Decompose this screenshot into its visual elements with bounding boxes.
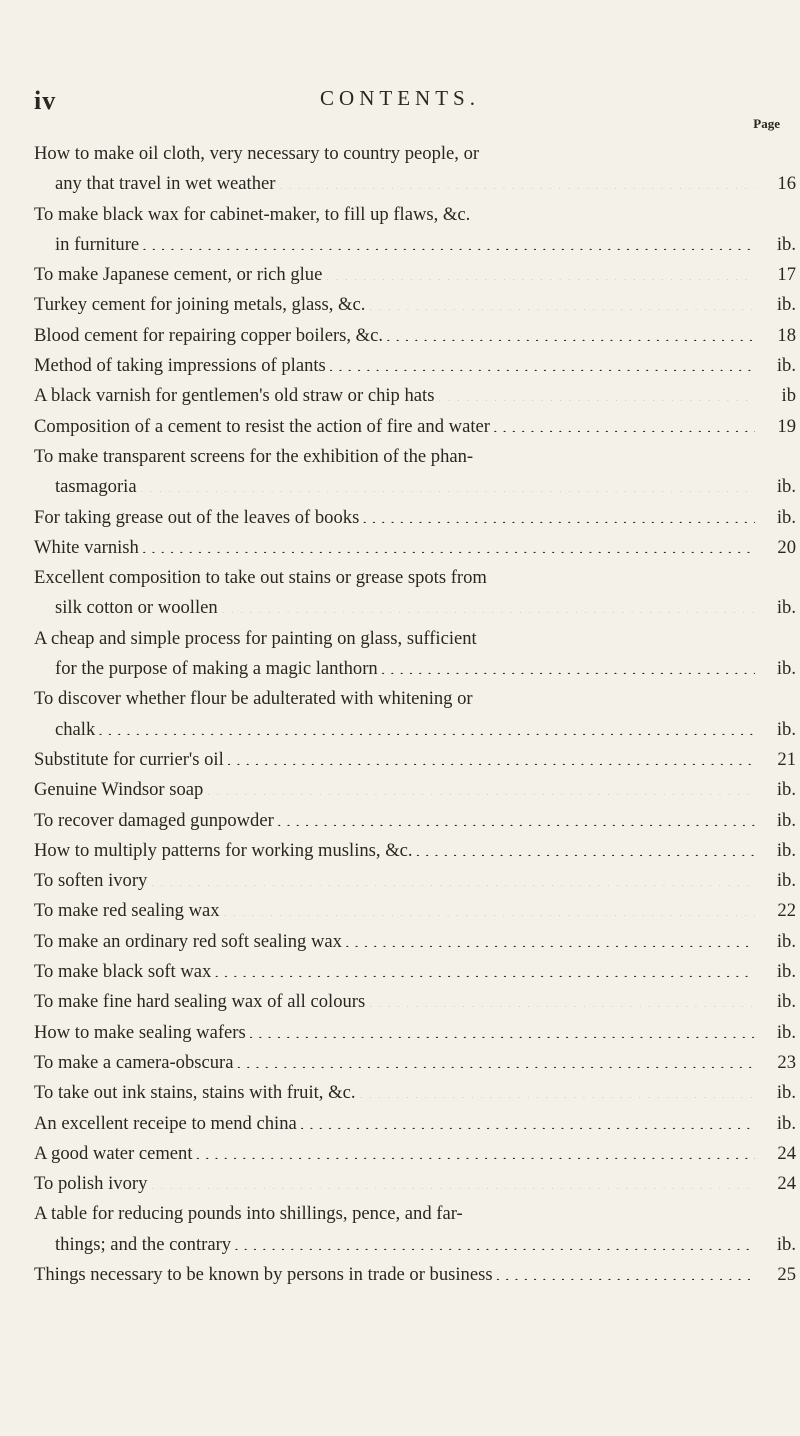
entry-page-number: 21 (777, 748, 796, 770)
entry-line (34, 260, 796, 290)
entry-line (34, 927, 796, 957)
dot-leader (358, 1080, 755, 1099)
entry-title: in furniture (55, 233, 140, 255)
entry-page-number: 25 (777, 1263, 796, 1285)
entry-line (34, 290, 796, 320)
contents-entry (34, 624, 796, 685)
dot-leader (150, 1171, 755, 1190)
dot-leader (368, 989, 755, 1008)
entry-title: A good water cement (34, 1142, 193, 1164)
entry-page-number: 19 (777, 415, 796, 437)
contents-entry (34, 775, 796, 805)
entry-page-number: 17 (777, 264, 796, 286)
entry-title: Genuine Windsor soap (34, 779, 204, 801)
entry-page-number: ib. (776, 658, 796, 680)
entry-line (34, 836, 796, 866)
dot-leader (493, 413, 755, 432)
contents-entry (34, 745, 796, 775)
entry-title: To make black soft wax (34, 961, 212, 983)
dot-leader (362, 504, 755, 523)
contents-entry (34, 200, 796, 261)
entry-title: Substitute for currier's oil (34, 748, 224, 770)
dot-leader (329, 352, 755, 371)
contents-entry (34, 533, 796, 563)
entry-line (34, 563, 796, 593)
entry-title: To polish ivory (34, 1173, 148, 1195)
contents-entry (34, 806, 796, 836)
dot-leader (150, 868, 755, 887)
entry-title: To soften ivory (34, 870, 148, 892)
entry-page-number: ib. (776, 809, 796, 831)
entry-line (34, 442, 796, 472)
entry-title: To recover damaged gunpowder (34, 809, 274, 831)
entry-line (34, 1199, 796, 1229)
entry-line (34, 412, 796, 442)
entry-page-number: 22 (777, 900, 796, 922)
entry-line (34, 896, 796, 926)
entry-title: chalk (55, 718, 96, 740)
entry-line (34, 715, 796, 745)
entry-title: For taking grease out of the leaves of books (34, 506, 360, 528)
dot-leader (345, 928, 755, 947)
entry-title: To take out ink stains, stains with fruit, &c. (34, 1082, 356, 1104)
entry-page-number: ib. (776, 839, 796, 861)
dot-leader (437, 383, 755, 402)
entry-page-number: ib. (776, 294, 796, 316)
dot-leader (325, 262, 755, 281)
entry-page-number: 23 (777, 1051, 796, 1073)
dot-leader (300, 1110, 755, 1129)
dot-leader (278, 171, 755, 190)
contents-entry (34, 927, 796, 957)
entry-page-number: ib. (776, 233, 796, 255)
entry-title: A cheap and simple process for painting on glass, sufficient (34, 627, 477, 649)
entry-page-number: ib. (776, 718, 796, 740)
dot-leader (196, 1140, 755, 1159)
entry-line (34, 1078, 796, 1108)
contents-entry (34, 1260, 796, 1290)
contents-entry (34, 1169, 796, 1199)
contents-entry (34, 381, 796, 411)
entry-title: To make Japanese cement, or rich glue (34, 264, 323, 286)
contents-entry (34, 866, 796, 896)
contents-entry (34, 321, 796, 351)
page-folio: iv (34, 86, 57, 115)
entry-title: for the purpose of making a magic lanthorn (55, 658, 378, 680)
entry-line (34, 472, 796, 502)
contents-entry (34, 1199, 796, 1260)
entry-title: Method of taking impressions of plants (34, 355, 326, 377)
dot-leader (223, 898, 755, 917)
entry-line (34, 1230, 796, 1260)
contents-entry (34, 442, 796, 503)
dot-leader (221, 595, 755, 614)
entry-line (34, 745, 796, 775)
entry-line (34, 866, 796, 896)
entry-title: An excellent receipe to mend china (34, 1112, 297, 1134)
contents-entry (34, 351, 796, 381)
entry-line (34, 200, 796, 230)
entry-title: How to make oil cloth, very necessary to country people, or (34, 143, 480, 164)
entry-line (34, 1018, 796, 1048)
entry-page-number: ib. (776, 1021, 796, 1043)
entry-page-number: ib. (776, 476, 796, 498)
entry-line (34, 593, 796, 623)
page-column-heading: Page (753, 116, 780, 131)
contents-entry (34, 896, 796, 926)
contents-entry (34, 1078, 796, 1108)
entry-line (34, 230, 796, 260)
contents-entry (34, 260, 796, 290)
entry-line (34, 139, 796, 169)
contents-entry (34, 684, 796, 745)
dot-leader (249, 1019, 755, 1038)
entry-title: Things necessary to be known by persons in trade or business (34, 1263, 493, 1285)
contents-entry (34, 1048, 796, 1078)
entry-page-number: 18 (777, 324, 796, 346)
entry-title: things; and the contrary (55, 1233, 232, 1255)
entry-title: To make fine hard sealing wax of all colours (34, 991, 366, 1013)
entry-title: A table for reducing pounds into shillings, pence, and far- (34, 1203, 463, 1225)
entry-line (34, 1139, 796, 1169)
contents-entry (34, 1109, 796, 1139)
entry-line (34, 1048, 796, 1078)
entry-page-number: ib. (776, 1233, 796, 1255)
contents-entry (34, 412, 796, 442)
entry-title: silk cotton or woollen (55, 597, 218, 619)
entry-line (34, 351, 796, 381)
entry-page-number: ib. (776, 961, 796, 983)
entry-title: To make red sealing wax (34, 900, 220, 922)
entry-page-number: ib. (776, 355, 796, 377)
dot-leader (214, 958, 755, 977)
entry-title: How to multiply patterns for working muslins, &c. (34, 839, 413, 861)
entry-line (34, 1260, 796, 1290)
entry-title: To make black wax for cabinet-maker, to fill up flaws, &c. (34, 203, 471, 225)
contents-entry (34, 290, 796, 320)
entry-line (34, 1109, 796, 1139)
dot-leader (227, 746, 755, 765)
entry-line (34, 806, 796, 836)
entry-title: To make transparent screens for the exhibition of the phan- (34, 445, 474, 467)
dot-leader (237, 1049, 755, 1068)
entry-title: Excellent composition to take out stains or grease spots from (34, 567, 487, 589)
dot-leader (496, 1261, 755, 1280)
running-head: CONTENTS. (320, 86, 480, 110)
entry-page-number: ib (781, 385, 796, 407)
entry-page-number: ib. (776, 991, 796, 1013)
dot-leader (277, 807, 755, 826)
entry-line (34, 987, 796, 1017)
entry-title: White varnish (34, 536, 139, 558)
contents-entry (34, 957, 796, 987)
dot-leader (368, 292, 755, 311)
contents-entry (34, 1139, 796, 1169)
contents-entry (34, 987, 796, 1017)
entry-line (34, 684, 796, 714)
dot-leader (142, 534, 755, 553)
entry-line (34, 321, 796, 351)
entry-title: To make an ordinary red soft sealing wax (34, 930, 342, 952)
entry-title: Composition of a cement to resist the action of fire and water (34, 415, 490, 437)
entry-page-number: ib. (776, 597, 796, 619)
entry-page-number: ib. (776, 870, 796, 892)
dot-leader (142, 231, 755, 250)
contents-entry (34, 836, 796, 866)
contents-entry (34, 1018, 796, 1048)
entry-page-number: 16 (777, 173, 796, 195)
entry-page-number: ib. (776, 1112, 796, 1134)
entry-line (34, 775, 796, 805)
entry-line (34, 957, 796, 987)
entry-line (34, 503, 796, 533)
entry-line (34, 624, 796, 654)
entry-page-number: ib. (776, 1082, 796, 1104)
dot-leader (140, 474, 755, 493)
entry-line (34, 654, 796, 684)
entry-title: How to make sealing wafers (34, 1021, 246, 1043)
dot-leader (416, 837, 755, 856)
entry-line (34, 169, 796, 199)
entry-title: A black varnish for gentlemen's old straw or chip hats (34, 385, 435, 407)
contents-entry (34, 503, 796, 533)
entry-title: To make a camera-obscura (34, 1051, 234, 1073)
dot-leader (98, 716, 755, 735)
entry-page-number: 20 (777, 536, 796, 558)
entry-page-number: ib. (776, 779, 796, 801)
dot-leader (206, 777, 755, 796)
entry-page-number: ib. (776, 506, 796, 528)
entry-title: Turkey cement for joining metals, glass, &c. (34, 294, 366, 316)
entry-line (34, 533, 796, 563)
entry-page-number: ib. (776, 930, 796, 952)
contents-entry (34, 139, 796, 200)
dot-leader (381, 655, 755, 674)
entry-title: tasmagoria (55, 476, 137, 498)
entry-page-number: 24 (777, 1173, 796, 1195)
entry-title: Blood cement for repairing copper boilers, &c. (34, 324, 384, 346)
dot-leader (386, 322, 755, 341)
dot-leader (234, 1231, 755, 1250)
contents-list (34, 139, 796, 1290)
entry-title: To discover whether flour be adulterated with whitening or (34, 688, 473, 710)
entry-line (34, 1169, 796, 1199)
entry-line (34, 381, 796, 411)
entry-page-number: 24 (777, 1142, 796, 1164)
entry-title: any that travel in wet weather (55, 173, 276, 195)
contents-entry (34, 563, 796, 624)
